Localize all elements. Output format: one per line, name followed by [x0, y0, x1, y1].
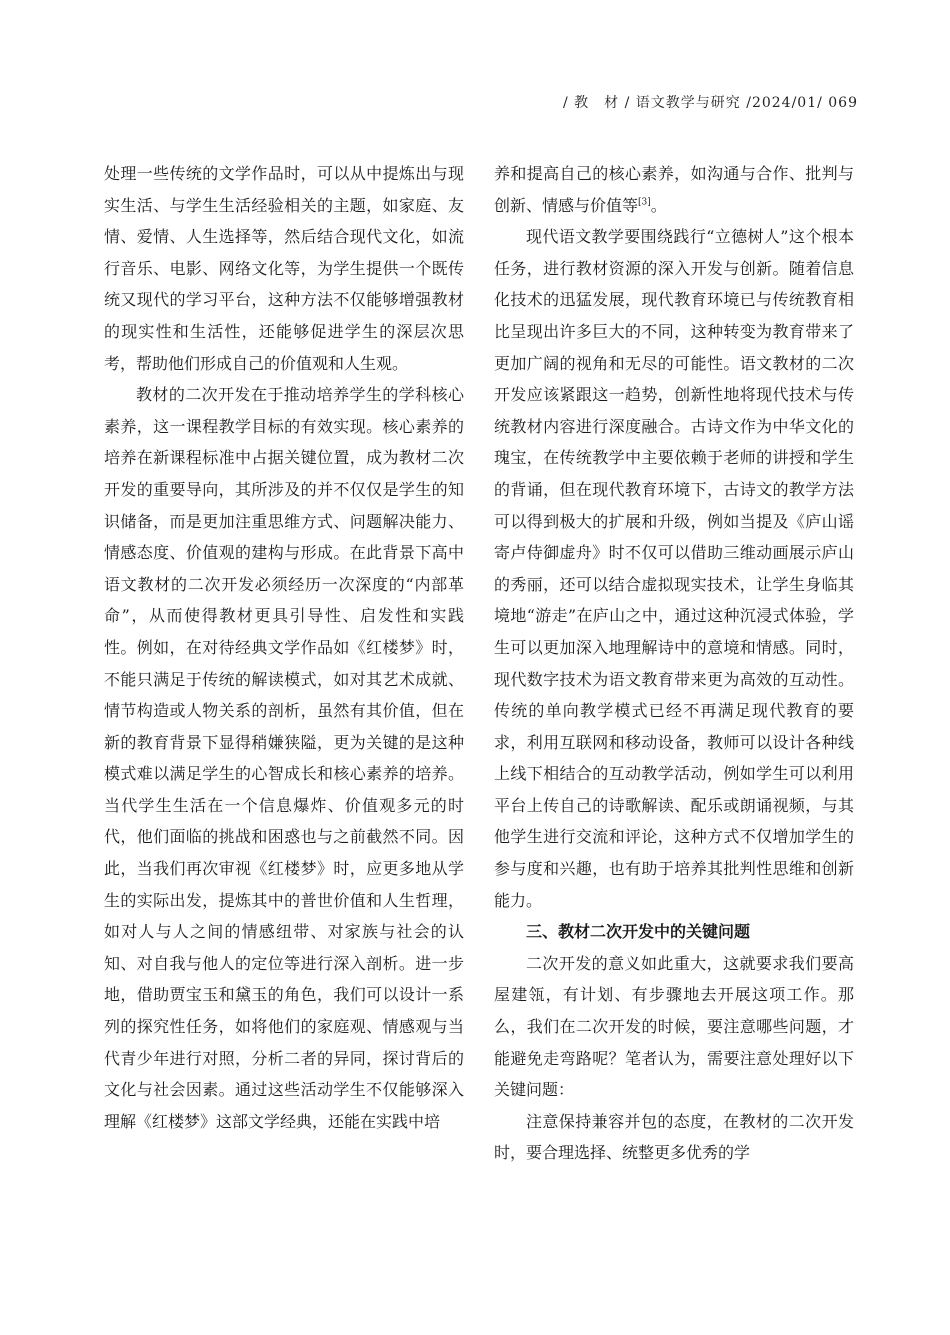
paragraph-end: 。	[650, 195, 667, 215]
paragraph: 处理一些传统的文学作品时，可以从中提炼出与现实生活、与学生生活经验相关的主题，如家庭、友情、爱情、人生选择等，然后结合现代文化，如流行音乐、电影、网络文化等，为学生提供一个既传统又现代的学习平台，这种方法不仅能够增强教材的现实性和生活性，还能够促进学生的深层次思考，帮助他们形成自己的价值观和人生观。	[104, 164, 464, 373]
paragraph: 二次开发的意义如此重大，这就要求我们要高屋建瓴，有计划、有步骤地去开展这项工作。那么，我们在二次开发的时候，要注意哪些问题，才能避免走弯路呢？笔者认为，需要注意处理好以下关键问题：	[494, 953, 854, 1100]
left-column	[104, 158, 464, 1137]
running-head: / 教 材 / 语文教学与研究 /2024/01/ 069	[563, 95, 858, 111]
citation-marker: [3]	[638, 197, 651, 208]
paragraph	[494, 158, 854, 221]
section-heading: 三、教材二次开发中的关键问题	[526, 922, 751, 942]
paragraph: 注意保持兼容并包的态度，在教材的二次开发时，要合理选择、统整更多优秀的学	[494, 1111, 854, 1163]
right-column	[494, 158, 854, 1169]
paragraph: 现代语文教学要围绕践行“立德树人”这个根本任务，进行教材资源的深入开发与创新。随着信息化技术的迅猛发展，现代教育环境已与传统教育相比呈现出许多巨大的不同，这种转变为教育带来了更加广阔的视角和无尽的可能性。语文教材的二次开发应该紧跟这一趋势，创新性地将现代技术与传统教材内容进行深度融合。古诗文作为中华文化的瑰宝，在传统教学中主要依赖于老师的讲授和学生的背诵，但在现代教育环境下，古诗文的教学方法可以得到极大的扩展和升级，例如当提及《庐山谣寄卢侍御虚舟》时不仅可以借助三维动画展示庐山的秀丽，还可以结合虚拟现实技术，让学生身临其境地“游走”在庐山之中，通过这种沉浸式体验，学生可以更加深入地理解诗中的意境和情感。同时，现代数字技术为语文教育带来更为高效的互动性。传统的单向教学模式已经不再满足现代教育的要求，利用互联网和移动设备，教师可以设计各种线上线下相结合的互动教学活动，例如学生可以利用平台上传自己的诗歌解读、配乐或朗诵视频，与其他学生进行交流和评论，这种方式不仅增加学生的参与度和兴趣，也有助于培养其批判性思维和创新能力。	[494, 227, 854, 910]
paragraph-text: 养和提高自己的核心素养，如沟通与合作、批判与创新、情感与价值等	[494, 164, 854, 215]
paragraph: 教材的二次开发在于推动培养学生的学科核心素养，这一课程教学目标的有效实现。核心素养的培养在新课程标准中占据关键位置，成为教材二次开发的重要导向，其所涉及的并不仅仅是学生的知识储备，而是更加注重思维方式、问题解决能力、情感态度、价值观的建构与形成。在此背景下高中语文教材的二次开发必须经历一次深度的“内部革命”，从而使得教材更具引导性、启发性和实践性。例如，在对待经典文学作品如《红楼梦》时，不能只满足于传统的解读模式，如对其艺术成就、情节构造或人物关系的剖析，虽然有其价值，但在新的教育背景下显得稍嫌狭隘，更为关键的是这种模式难以满足学生的心智成长和核心素养的培养。当代学生生活在一个信息爆炸、价值观多元的时代，他们面临的挑战和困惑也与之前截然不同。因此，当我们再次审视《红楼梦》时，应更多地从学生的实际出发，提炼其中的普世价值和人生哲理，如对人与人之间的情感纽带、对家族与社会的认知、对自我与他人的定位等进行深入剖析。进一步地，借助贾宝玉和黛玉的角色，我们可以设计一系列的探究性任务，如将他们的家庭观、情感观与当代青少年进行对照，分析二者的异同，探讨背后的文化与社会因素。通过这些活动学生不仅能够深入理解《红楼梦》这部文学经典，还能在实践中培	[104, 385, 464, 1131]
